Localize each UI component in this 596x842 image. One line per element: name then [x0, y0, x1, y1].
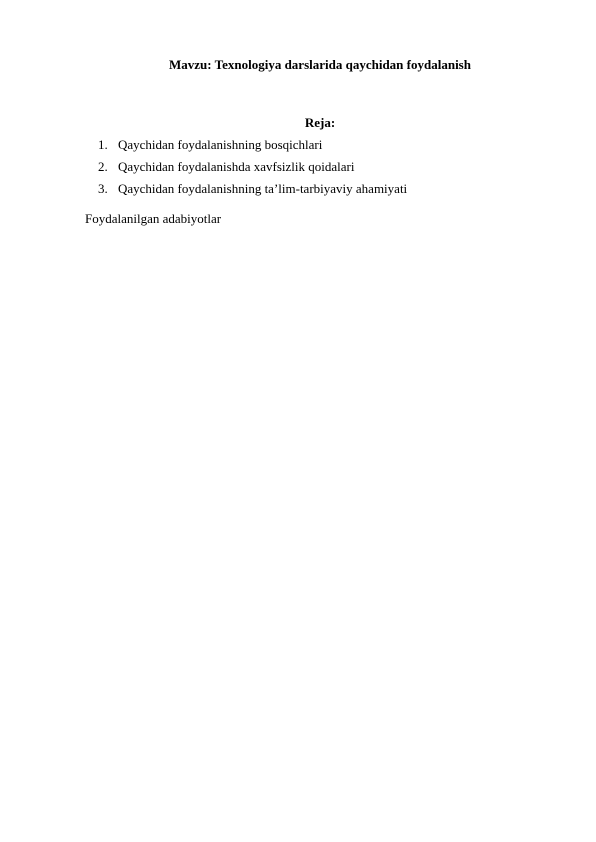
- plan-item-number: 2.: [98, 159, 108, 174]
- plan-item-number: 3.: [98, 181, 108, 196]
- plan-item-text: Qaychidan foydalanishda xavfsizlik qoidalari: [118, 159, 355, 174]
- plan-item: [98, 181, 407, 203]
- references-heading: Foydalanilgan adabiyotlar: [85, 211, 222, 226]
- document-title: Mavzu: Texnologiya darslarida qaychidan foydalanish: [169, 57, 471, 72]
- plan-item: [98, 137, 407, 159]
- plan-item: [98, 159, 407, 181]
- plan-item-text: Qaychidan foydalanishning ta’lim-tarbiyaviy ahamiyati: [118, 181, 408, 196]
- plan-list: [98, 137, 407, 203]
- plan-heading: Reja:: [304, 115, 336, 130]
- plan-item-number: 1.: [98, 137, 108, 152]
- plan-item-text: Qaychidan foydalanishning bosqichlari: [118, 137, 323, 152]
